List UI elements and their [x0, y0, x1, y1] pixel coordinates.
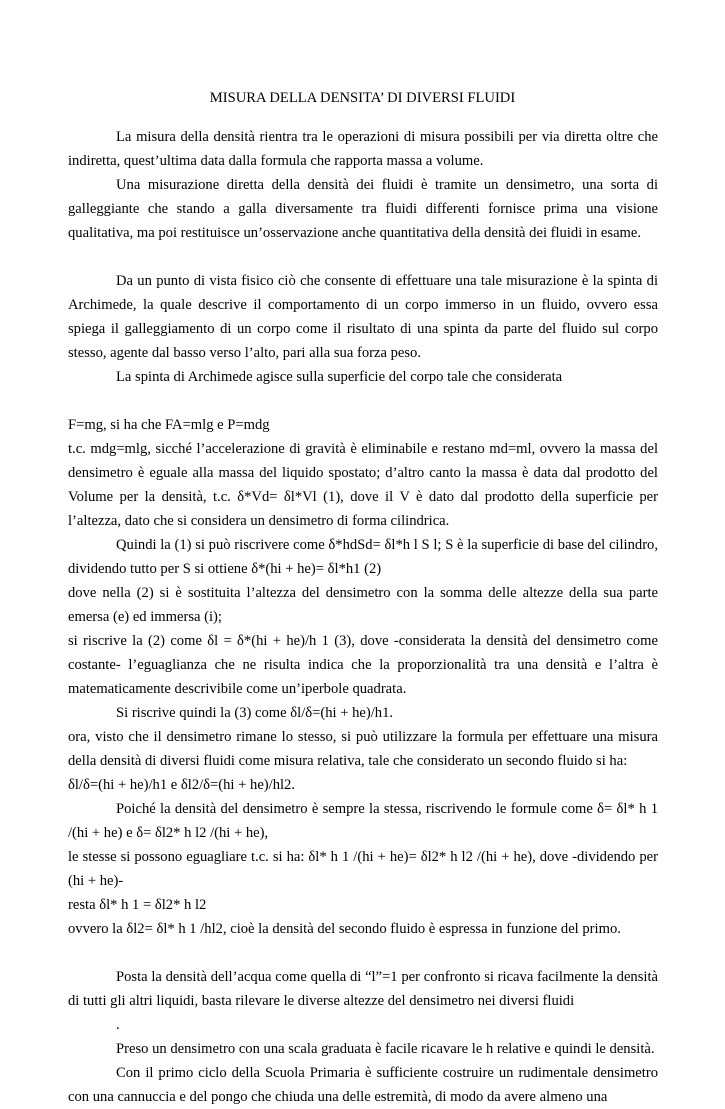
paragraph: Preso un densimetro con una scala graduata è facile ricavare le h relative e quindi le densità. [116, 1041, 655, 1057]
blank-line [68, 245, 658, 269]
paragraph: . [116, 1017, 120, 1033]
paragraph: resta δl* h 1 = δl2* h l2 [68, 897, 207, 913]
paragraph: La misura della densità rientra tra le operazioni di misura possibili per via diretta oltre che indiretta, quest’ultima data dalla formula che rapporta massa a volume. [68, 129, 658, 169]
paragraph: Una misurazione diretta della densità dei fluidi è tramite un densimetro, una sorta di galleggiante che stando a galla diversamente tra fluidi differenti fornisce prima una visione qualitativa, ma poi restituisce un’osservazione anche quantitativa della densità dei fluidi in esame. [68, 177, 658, 241]
paragraph: Da un punto di vista fisico ciò che consente di effettuare una tale misurazione è la spinta di Archimede, la quale descrive il comportamento di un corpo immerso in un fluido, ovvero essa spiega il galleggiamento di un corpo come il risultato di una spinta da parte del fluido sul corpo stesso, agente dal basso verso l’alto, pari alla sua forza peso. [68, 273, 658, 361]
blank-line [68, 389, 658, 413]
document-body [68, 125, 658, 1109]
paragraph: Con il primo ciclo della Scuola Primaria è sufficiente costruire un rudimentale densimetro con una cannuccia e del pongo che chiuda una delle estremità, di modo da avere almeno una [68, 1065, 658, 1105]
paragraph: si riscrive la (2) come δl = δ*(hi + he)/h 1 (3), dove -considerata la densità del densimetro come costante- l’eguaglianza che ne risulta indica che la proporzionalità tra una densità e l’altra è matematicamente descrivibile come un’iperbole quadrata. [68, 633, 658, 697]
paragraph: δl/δ=(hi + he)/h1 e δl2/δ=(hi + he)/hl2. [68, 777, 296, 793]
paragraph: Si riscrive quindi la (3) come δl/δ=(hi + he)/h1. [116, 705, 394, 721]
paragraph: ora, visto che il densimetro rimane lo stesso, si può utilizzare la formula per effettuare una misura della densità di diversi fluidi come misura relativa, tale che considerato un secondo fluido si ha: [68, 729, 658, 769]
paragraph: dove nella (2) si è sostituita l’altezza del densimetro con la somma delle altezze della sua parte emersa (e) ed immersa (i); [68, 585, 658, 625]
paragraph: le stesse si possono eguagliare t.c. si ha: δl* h 1 /(hi + he)= δl2* h l2 /(hi + he), dove -dividendo per (hi + he)- [68, 849, 658, 889]
paragraph: ovvero la δl2= δl* h 1 /hl2, cioè la densità del secondo fluido è espressa in funzione del primo. [68, 921, 621, 937]
paragraph: F=mg, si ha che FA=mlg e P=mdg [68, 417, 270, 433]
paragraph: La spinta di Archimede agisce sulla superficie del corpo tale che considerata [116, 369, 563, 385]
paragraph: t.c. mdg=mlg, sicché l’accelerazione di gravità è eliminabile e restano md=ml, ovvero la massa del densimetro è eguale alla massa del liquido spostato; d’altro canto la massa è data dal prodotto del Volume per la densità, t.c. δ*Vd= δl*Vl (1), dove il V è dato dal prodotto della superficie per l’altezza, dato che si considera un densimetro di forma cilindrica. [68, 441, 658, 529]
paragraph: Posta la densità dell’acqua come quella di “l”=1 per confronto si ricava facilmente la densità di tutti gli altri liquidi, basta rilevare le diverse altezze del densimetro nei diversi fluidi [68, 969, 658, 1009]
paragraph: Poiché la densità del densimetro è sempre la stessa, riscrivendo le formule come δ= δl* h 1 /(hi + he) e δ= δl2* h l2 /(hi + he), [68, 801, 658, 841]
paragraph: Quindi la (1) si può riscrivere come δ*hdSd= δl*h l S l; S è la superficie di base del cilindro, dividendo tutto per S si ottiene δ*(hi + he)= δl*h1 (2) [68, 537, 658, 577]
document-title: MISURA DELLA DENSITA’ DI DIVERSI FLUIDI [209, 90, 516, 106]
blank-line [68, 941, 658, 965]
